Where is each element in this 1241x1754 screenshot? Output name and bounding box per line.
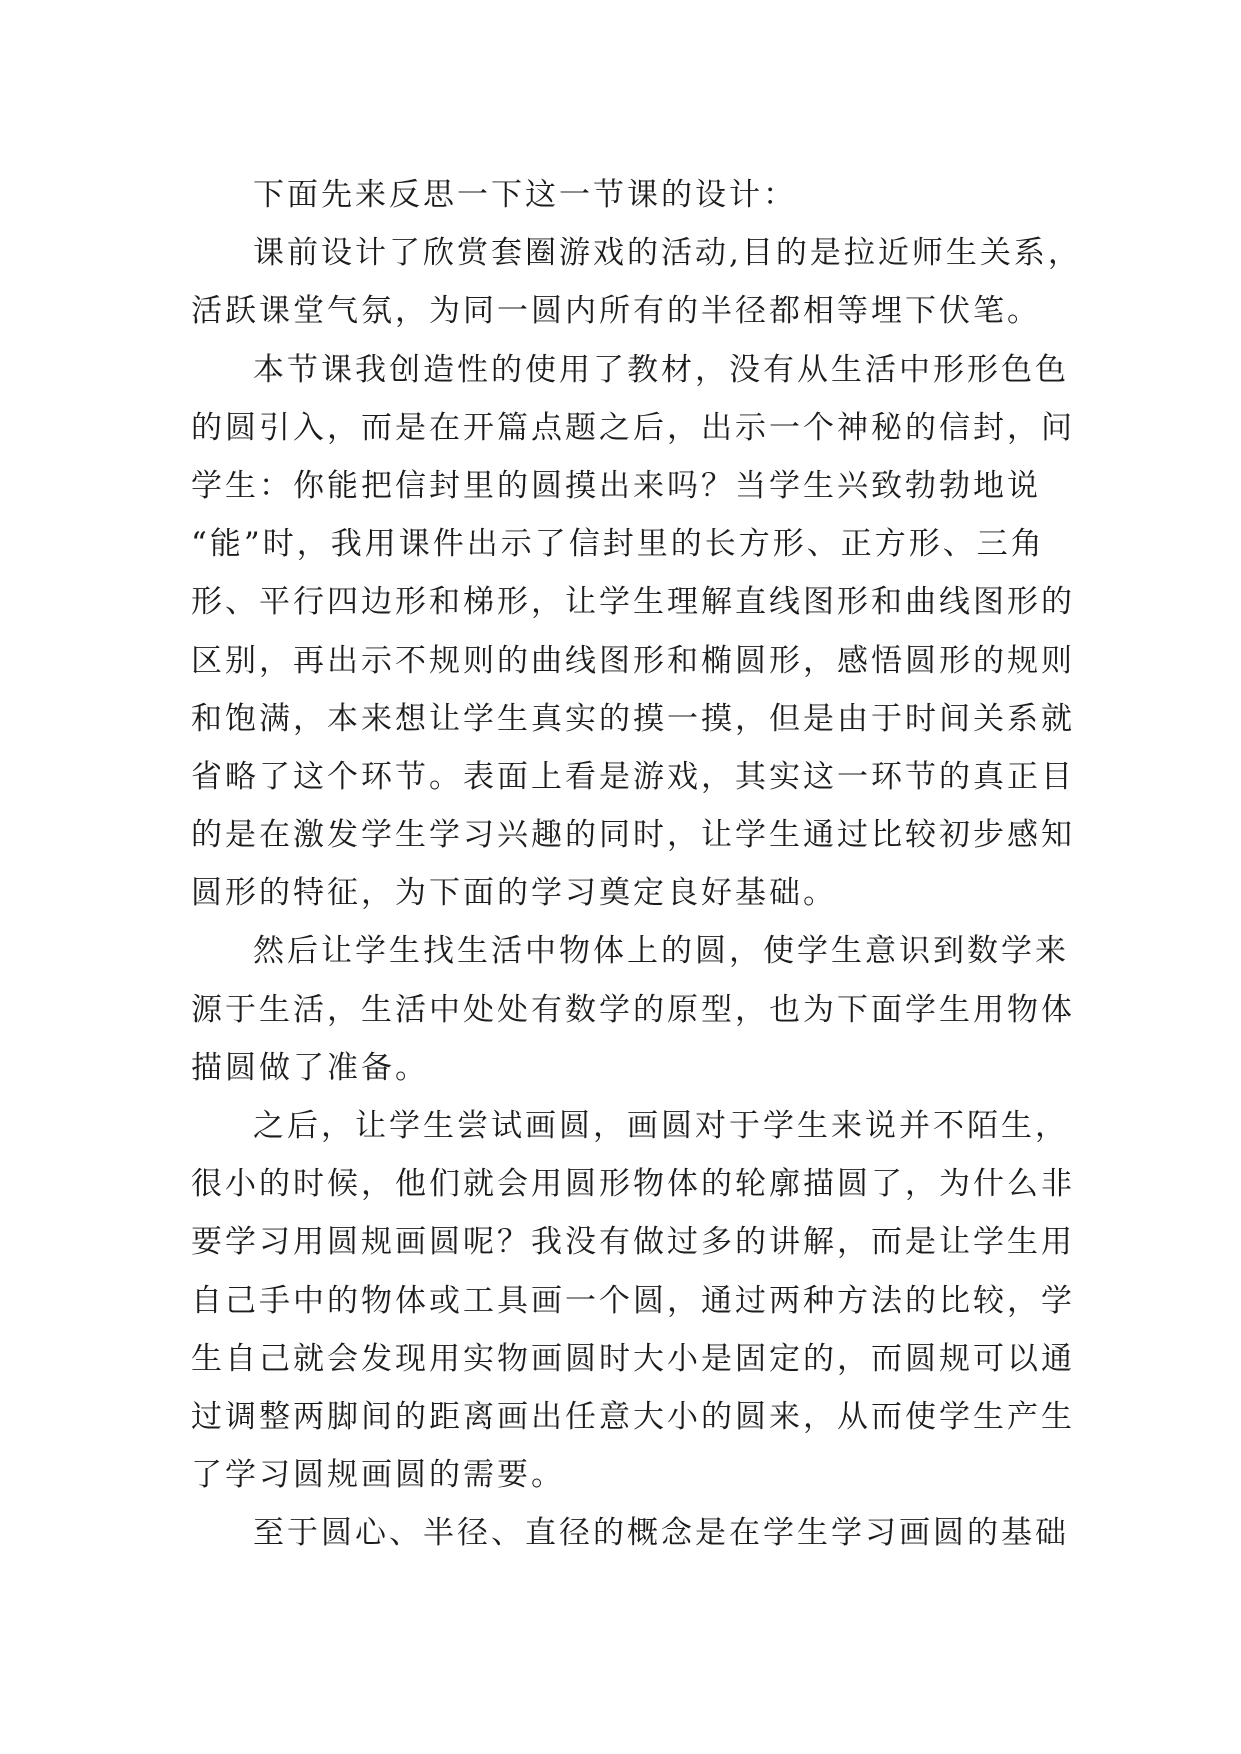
text-line: 的圆引入，而是在开篇点题之后，出示一个神秘的信封，问: [191, 409, 1075, 446]
text-line: 要学习用圆规画圆呢？我没有做过多的讲解，而是让学生用: [191, 1224, 1075, 1261]
text-line: 了学习圆规画圆的需要。: [191, 1457, 565, 1494]
text-line: 至于圆心、半径、直径的概念是在学生学习画圆的基础: [253, 1515, 1069, 1552]
document-body: [191, 166, 1082, 1563]
text-line: 之后，让学生尝试画圆，画圆对于学生来说并不陌生，: [253, 1108, 1069, 1144]
text-line: 的是在激发学生学习兴趣的同时，让学生通过比较初步感知: [191, 817, 1075, 854]
text-line: 很小的时候，他们就会用圆形物体的轮廓描圆了，为什么非: [191, 1166, 1075, 1203]
text-line: 区别，再出示不规则的曲线图形和椭圆形，感悟圆形的规则: [191, 642, 1075, 679]
text-line: 活跃课堂气氛，为同一圆内所有的半径都相等埋下伏笔。: [191, 293, 1041, 330]
text-line: 自己手中的物体或工具画一个圆，通过两种方法的比较，学: [191, 1282, 1075, 1319]
text-line: 学生：你能把信封里的圆摸出来吗？当学生兴致勃勃地说: [191, 467, 1041, 504]
text-line: 和饱满，本来想让学生真实的摸一摸，但是由于时间关系就: [191, 700, 1075, 737]
text-line: 课前设计了欣赏套圈游戏的活动,目的是拉近师生关系，: [253, 235, 1082, 272]
text-line: 本节课我创造性的使用了教材，没有从生活中形形色色: [253, 351, 1069, 388]
text-line: 然后让学生找生活中物体上的圆，使学生意识到数学来: [253, 933, 1069, 970]
text-line: 描圆做了准备。: [191, 1049, 429, 1086]
text-line: 过调整两脚间的距离画出任意大小的圆来，从而使学生产生: [191, 1398, 1075, 1435]
text-line: 省略了这个环节。表面上看是游戏，其实这一环节的真正目: [191, 758, 1075, 795]
text-line: 下面先来反思一下这一节课的设计：: [253, 177, 797, 213]
text-line: “能”时，我用课件出示了信封里的长方形、正方形、三角: [191, 526, 1045, 563]
text-line: 圆形的特征，为下面的学习奠定良好基础。: [191, 875, 837, 912]
text-line: 生自己就会发现用实物画圆时大小是固定的，而圆规可以通: [191, 1340, 1075, 1377]
text-line: 源于生活，生活中处处有数学的原型，也为下面学生用物体: [191, 991, 1075, 1028]
text-line: 形、平行四边形和梯形，让学生理解直线图形和曲线图形的: [191, 584, 1075, 621]
